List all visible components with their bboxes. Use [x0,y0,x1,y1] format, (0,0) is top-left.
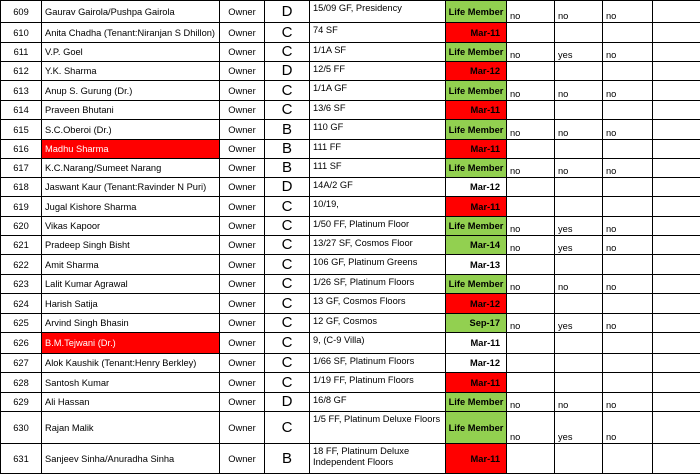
member-name-cell: Arvind Singh Bhasin [42,314,220,333]
blank-cell [653,1,700,23]
column-1-cell [507,333,555,354]
column-3-cell [603,101,653,120]
table-row [1,101,700,120]
column-3-cell: no [603,81,653,101]
address-cell: 1/1A GF [310,81,446,101]
column-2-cell: no [555,81,603,101]
category-cell: C [265,101,310,120]
table-row [1,197,700,217]
table-row [1,236,700,255]
blank-cell [653,275,700,294]
member-number-cell: 616 [1,140,42,159]
column-2-cell: yes [555,412,603,444]
column-3-cell: no [603,43,653,62]
member-number-cell: 631 [1,444,42,474]
blank-cell [653,255,700,275]
column-1-cell: no [507,275,555,294]
member-name-cell: Amit Sharma [42,255,220,275]
table-row [1,120,700,140]
category-cell: C [265,275,310,294]
membership-cell: Life Member [446,1,507,23]
member-number-cell: 627 [1,354,42,373]
ownership-status-cell: Owner [220,62,265,81]
membership-cell: Mar-12 [446,178,507,197]
address-cell: 12 GF, Cosmos [310,314,446,333]
membership-cell: Mar-11 [446,101,507,120]
membership-cell: Sep-17 [446,314,507,333]
column-1-cell: no [507,412,555,444]
column-1-cell [507,140,555,159]
blank-cell [653,43,700,62]
column-2-cell: yes [555,236,603,255]
blank-cell [653,354,700,373]
membership-cell: Life Member [446,412,507,444]
table-row [1,81,700,101]
member-name-cell: Y.K. Sharma [42,62,220,81]
column-1-cell: no [507,120,555,140]
category-cell: C [265,236,310,255]
category-cell: B [265,140,310,159]
category-cell: C [265,294,310,314]
ownership-status-cell: Owner [220,1,265,23]
ownership-status-cell: Owner [220,159,265,178]
member-number-cell: 622 [1,255,42,275]
member-number-cell: 628 [1,373,42,393]
member-name-cell: Anita Chadha (Tenant:Niranjan S Dhillon) [42,23,220,43]
column-2-cell [555,373,603,393]
column-1-cell [507,294,555,314]
table-row [1,255,700,275]
address-cell: 110 GF [310,120,446,140]
column-3-cell [603,373,653,393]
member-name-cell: Harish Satija [42,294,220,314]
column-1-cell: no [507,81,555,101]
member-name-cell: Jugal Kishore Sharma [42,197,220,217]
category-cell: D [265,62,310,81]
address-cell: 1/50 FF, Platinum Floor [310,217,446,236]
column-3-cell [603,255,653,275]
address-cell: 1/26 SF, Platinum Floors [310,275,446,294]
address-cell: 111 SF [310,159,446,178]
column-2-cell [555,197,603,217]
blank-cell [653,217,700,236]
column-1-cell [507,197,555,217]
member-number-cell: 615 [1,120,42,140]
column-3-cell: no [603,393,653,412]
column-3-cell [603,294,653,314]
table-row [1,393,700,412]
member-number-cell: 611 [1,43,42,62]
category-cell: D [265,1,310,23]
blank-cell [653,101,700,120]
table-row [1,373,700,393]
membership-cell: Mar-11 [446,373,507,393]
category-cell: C [265,314,310,333]
column-3-cell [603,23,653,43]
column-2-cell [555,354,603,373]
column-2-cell [555,23,603,43]
column-2-cell: no [555,1,603,23]
blank-cell [653,23,700,43]
member-number-cell: 610 [1,23,42,43]
member-number-cell: 618 [1,178,42,197]
member-number-cell: 621 [1,236,42,255]
column-2-cell [555,178,603,197]
column-2-cell: yes [555,217,603,236]
ownership-status-cell: Owner [220,101,265,120]
column-3-cell: no [603,1,653,23]
ownership-status-cell: Owner [220,444,265,474]
member-number-cell: 629 [1,393,42,412]
ownership-status-cell: Owner [220,333,265,354]
blank-cell [653,444,700,474]
member-name-cell: B.M.Tejwani (Dr.) [42,333,220,354]
column-3-cell: no [603,236,653,255]
member-name-cell: Rajan Malik [42,412,220,444]
member-name-cell: Santosh Kumar [42,373,220,393]
column-1-cell: no [507,43,555,62]
column-2-cell [555,294,603,314]
table-row [1,333,700,354]
blank-cell [653,62,700,81]
blank-cell [653,393,700,412]
blank-cell [653,314,700,333]
membership-cell: Mar-11 [446,197,507,217]
table-row [1,217,700,236]
member-number-cell: 623 [1,275,42,294]
table-row [1,140,700,159]
category-cell: C [265,333,310,354]
column-3-cell: no [603,159,653,178]
ownership-status-cell: Owner [220,373,265,393]
table-row [1,178,700,197]
member-name-cell: Jaswant Kaur (Tenant:Ravinder N Puri) [42,178,220,197]
column-2-cell [555,140,603,159]
column-1-cell [507,354,555,373]
column-1-cell [507,23,555,43]
column-1-cell: no [507,393,555,412]
membership-cell: Mar-12 [446,62,507,81]
column-2-cell [555,255,603,275]
blank-cell [653,178,700,197]
category-cell: B [265,120,310,140]
membership-cell: Life Member [446,120,507,140]
membership-cell: Life Member [446,275,507,294]
column-3-cell [603,140,653,159]
column-2-cell: no [555,159,603,178]
category-cell: D [265,178,310,197]
address-cell: 1/19 FF, Platinum Floors [310,373,446,393]
category-cell: C [265,81,310,101]
column-3-cell [603,178,653,197]
address-cell: 12/5 FF [310,62,446,81]
table-row [1,275,700,294]
ownership-status-cell: Owner [220,23,265,43]
column-2-cell [555,333,603,354]
member-name-cell: Anup S. Gurung (Dr.) [42,81,220,101]
column-1-cell [507,101,555,120]
column-1-cell [507,255,555,275]
column-3-cell: no [603,217,653,236]
column-1-cell: no [507,159,555,178]
member-name-cell: K.C.Narang/Sumeet Narang [42,159,220,178]
membership-cell: Mar-12 [446,354,507,373]
blank-cell [653,159,700,178]
table-row [1,23,700,43]
blank-cell [653,197,700,217]
table-row [1,294,700,314]
member-number-cell: 624 [1,294,42,314]
address-cell: 74 SF [310,23,446,43]
member-number-cell: 617 [1,159,42,178]
member-name-cell: Ali Hassan [42,393,220,412]
blank-cell [653,412,700,444]
column-2-cell: no [555,275,603,294]
column-3-cell [603,444,653,474]
ownership-status-cell: Owner [220,294,265,314]
column-1-cell: no [507,217,555,236]
address-cell: 13 GF, Cosmos Floors [310,294,446,314]
ownership-status-cell: Owner [220,43,265,62]
column-1-cell: no [507,236,555,255]
member-number-cell: 626 [1,333,42,354]
table-row [1,1,700,23]
member-name-cell: Vikas Kapoor [42,217,220,236]
membership-cell: Life Member [446,159,507,178]
address-cell: 16/8 GF [310,393,446,412]
member-name-cell: Alok Kaushik (Tenant:Henry Berkley) [42,354,220,373]
member-name-cell: Lalit Kumar Agrawal [42,275,220,294]
column-2-cell [555,101,603,120]
column-3-cell: no [603,314,653,333]
membership-cell: Life Member [446,43,507,62]
member-number-cell: 625 [1,314,42,333]
column-3-cell [603,333,653,354]
blank-cell [653,333,700,354]
address-cell: 111 FF [310,140,446,159]
address-cell: 14A/2 GF [310,178,446,197]
column-1-cell: no [507,314,555,333]
column-2-cell: yes [555,314,603,333]
membership-cell: Mar-11 [446,333,507,354]
ownership-status-cell: Owner [220,275,265,294]
table-row [1,314,700,333]
ownership-status-cell: Owner [220,412,265,444]
address-cell: 18 FF, Platinum Deluxe Independent Floors [310,444,446,474]
category-cell: C [265,373,310,393]
category-cell: C [265,217,310,236]
table-row [1,412,700,444]
address-cell: 9, (C-9 Villa) [310,333,446,354]
member-number-cell: 620 [1,217,42,236]
column-3-cell [603,62,653,81]
blank-cell [653,140,700,159]
ownership-status-cell: Owner [220,81,265,101]
ownership-status-cell: Owner [220,217,265,236]
table-row [1,159,700,178]
table-row [1,43,700,62]
category-cell: C [265,23,310,43]
table-row [1,62,700,81]
member-name-cell: Madhu Sharma [42,140,220,159]
blank-cell [653,81,700,101]
ownership-status-cell: Owner [220,314,265,333]
blank-cell [653,236,700,255]
membership-cell: Life Member [446,81,507,101]
ownership-status-cell: Owner [220,197,265,217]
category-cell: C [265,354,310,373]
column-3-cell [603,354,653,373]
member-number-cell: 630 [1,412,42,444]
column-3-cell: no [603,412,653,444]
column-3-cell: no [603,120,653,140]
column-2-cell [555,444,603,474]
ownership-status-cell: Owner [220,178,265,197]
address-cell: 13/6 SF [310,101,446,120]
member-name-cell: S.C.Oberoi (Dr.) [42,120,220,140]
column-2-cell [555,62,603,81]
membership-cell: Life Member [446,217,507,236]
member-number-cell: 609 [1,1,42,23]
table-body [1,1,700,474]
ownership-status-cell: Owner [220,120,265,140]
member-number-cell: 613 [1,81,42,101]
category-cell: B [265,159,310,178]
member-name-cell: Praveen Bhutani [42,101,220,120]
ownership-status-cell: Owner [220,140,265,159]
blank-cell [653,373,700,393]
category-cell: B [265,444,310,474]
column-1-cell [507,444,555,474]
address-cell: 10/19, [310,197,446,217]
ownership-status-cell: Owner [220,236,265,255]
ownership-status-cell: Owner [220,255,265,275]
column-3-cell [603,197,653,217]
address-cell: 15/09 GF, Presidency [310,1,446,23]
ownership-status-cell: Owner [220,354,265,373]
membership-cell: Mar-13 [446,255,507,275]
membership-cell: Life Member [446,393,507,412]
address-cell: 1/1A SF [310,43,446,62]
address-cell: 13/27 SF, Cosmos Floor [310,236,446,255]
column-1-cell [507,178,555,197]
member-name-cell: Pradeep Singh Bisht [42,236,220,255]
member-name-cell: V.P. Goel [42,43,220,62]
membership-cell: Mar-11 [446,140,507,159]
membership-cell: Mar-12 [446,294,507,314]
membership-cell: Mar-11 [446,23,507,43]
blank-cell [653,120,700,140]
category-cell: C [265,412,310,444]
category-cell: C [265,255,310,275]
category-cell: C [265,43,310,62]
member-number-cell: 619 [1,197,42,217]
column-1-cell [507,62,555,81]
membership-cell: Mar-14 [446,236,507,255]
blank-cell [653,294,700,314]
category-cell: C [265,197,310,217]
address-cell: 1/66 SF, Platinum Floors [310,354,446,373]
member-name-cell: Gaurav Gairola/Pushpa Gairola [42,1,220,23]
table-row [1,354,700,373]
column-1-cell [507,373,555,393]
table-row [1,444,700,474]
member-name-cell: Sanjeev Sinha/Anuradha Sinha [42,444,220,474]
column-2-cell: no [555,393,603,412]
column-1-cell: no [507,1,555,23]
address-cell: 106 GF, Platinum Greens [310,255,446,275]
member-number-cell: 612 [1,62,42,81]
column-3-cell: no [603,275,653,294]
category-cell: D [265,393,310,412]
membership-cell: Mar-11 [446,444,507,474]
column-2-cell: no [555,120,603,140]
address-cell: 1/5 FF, Platinum Deluxe Floors [310,412,446,444]
member-number-cell: 614 [1,101,42,120]
ownership-status-cell: Owner [220,393,265,412]
column-2-cell: yes [555,43,603,62]
